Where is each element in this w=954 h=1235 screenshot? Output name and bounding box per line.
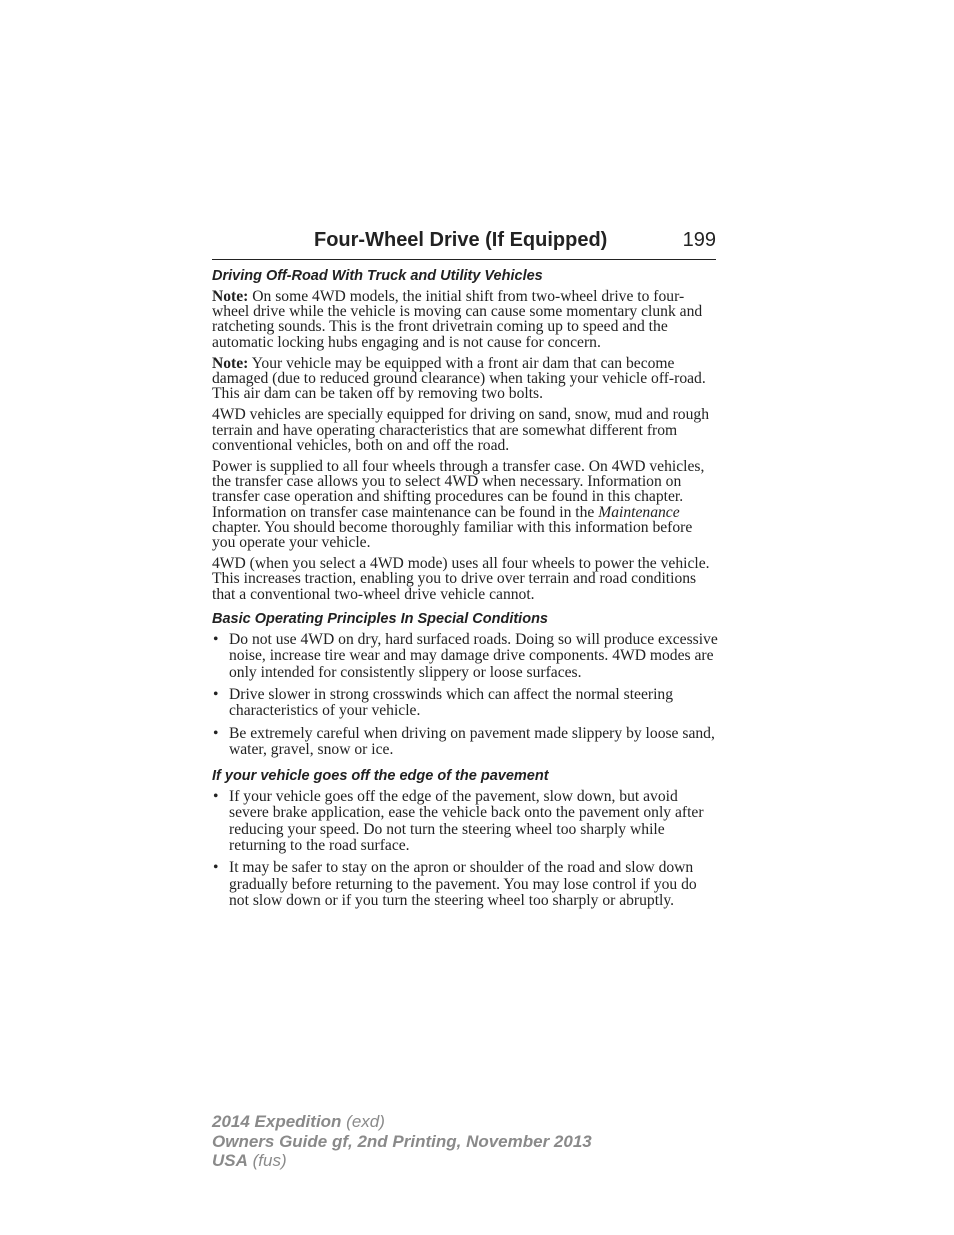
page-content <box>212 267 718 918</box>
bullet-list-special-conditions <box>212 632 718 759</box>
footer-market-line <box>212 1151 592 1171</box>
chapter-title: Four-Wheel Drive (If Equipped) <box>314 229 608 251</box>
bullet-icon: • <box>213 724 219 742</box>
section-heading-pavement-edge: If your vehicle goes off the edge of the pavement <box>212 767 549 784</box>
list-item-text: Be extremely careful when driving on pavement made slippery by loose sand, water, gravel, snow or ice. <box>229 724 715 759</box>
note-paragraph-air-dam <box>212 356 718 402</box>
bullet-icon: • <box>213 859 219 877</box>
paragraph-transfer-case <box>212 459 718 550</box>
note-paragraph-shift <box>212 289 718 350</box>
bullet-icon: • <box>213 686 219 704</box>
list-item-text: Drive slower in strong crosswinds which can affect the normal steering characteristics of your vehicle. <box>229 686 674 720</box>
list-item <box>212 789 718 855</box>
footer-market-code: (fus) <box>247 1151 287 1170</box>
note-label: Note: <box>212 354 249 372</box>
list-item-text: Do not use 4WD on dry, hard surfaced roads. Doing so will produce excessive noise, increase tire wear and may damage drive components. 4WD modes are only intended for consistently slippery or loose surfaces. <box>229 630 718 681</box>
page-footer <box>212 1112 592 1171</box>
maintenance-chapter-ref: Maintenance <box>598 503 680 521</box>
list-item-text: If your vehicle goes off the edge of the pavement, slow down, but avoid severe brake application, ease the vehicle back onto the pavement only after reducing your speed. Do not turn the steering wheel too sharply while returning to the road surface. <box>229 787 704 854</box>
bullet-icon: • <box>213 787 219 805</box>
bullet-icon: • <box>213 630 219 648</box>
footer-printing-line: Owners Guide gf, 2nd Printing, November 2013 <box>212 1131 592 1151</box>
note-text: Your vehicle may be equipped with a front air dam that can become damaged (due to reduced ground clearance) when taking your vehicle off-road. This air dam can be taken off by removing two bolts. <box>212 354 706 403</box>
footer-model-code: (exd) <box>341 1112 385 1131</box>
section-heading-special-conditions: Basic Operating Principles In Special Conditions <box>212 610 548 627</box>
list-item <box>212 687 718 720</box>
list-item <box>212 860 718 909</box>
footer-model-line <box>212 1112 592 1132</box>
paragraph-4wd-vehicles: 4WD vehicles are specially equipped for driving on sand, snow, mud and rough terrain and have operating characteristics that are somewhat different from conventional vehicles, both on and off the road. <box>212 406 709 454</box>
footer-model: 2014 Expedition <box>212 1112 342 1131</box>
paragraph-4wd-mode: 4WD (when you select a 4WD mode) uses all four wheels to power the vehicle. This increases traction, enabling you to drive over terrain and road conditions that a conventional two-wheel drive vehicle cannot. <box>212 555 710 603</box>
bullet-list-pavement-edge <box>212 789 718 910</box>
list-item <box>212 632 718 681</box>
paragraph-text: Power is supplied to all four wheels through a transfer case. On 4WD vehicles, the transfer case allows you to select 4WD when necessary. Information on transfer case operation and shifting procedures can be found in this chapter. Information on transfer case maintenance can be found in the <box>212 458 705 521</box>
list-item-text: It may be safer to stay on the apron or shoulder of the road and slow down gradually before returning to the pavement. You may lose control if you do not slow down or if you turn the steering wheel too sharply or abruptly. <box>229 859 697 910</box>
note-label: Note: <box>212 288 249 305</box>
page-number: 199 <box>682 229 716 251</box>
paragraph-text: chapter. You should become thoroughly familiar with this information before you operate your vehicle. <box>212 518 693 552</box>
note-text: On some 4WD models, the initial shift from two-wheel drive to four-wheel drive while the vehicle is moving can cause some momentary clunk and ratcheting sounds. This is the front drivetrain coming up to speed and the automatic locking hubs engaging and is not cause for concern. <box>212 288 703 351</box>
section-heading-off-road: Driving Off-Road With Truck and Utility Vehicles <box>212 268 543 284</box>
page-header <box>212 229 716 260</box>
list-item <box>212 726 718 759</box>
footer-market: USA <box>212 1151 248 1170</box>
